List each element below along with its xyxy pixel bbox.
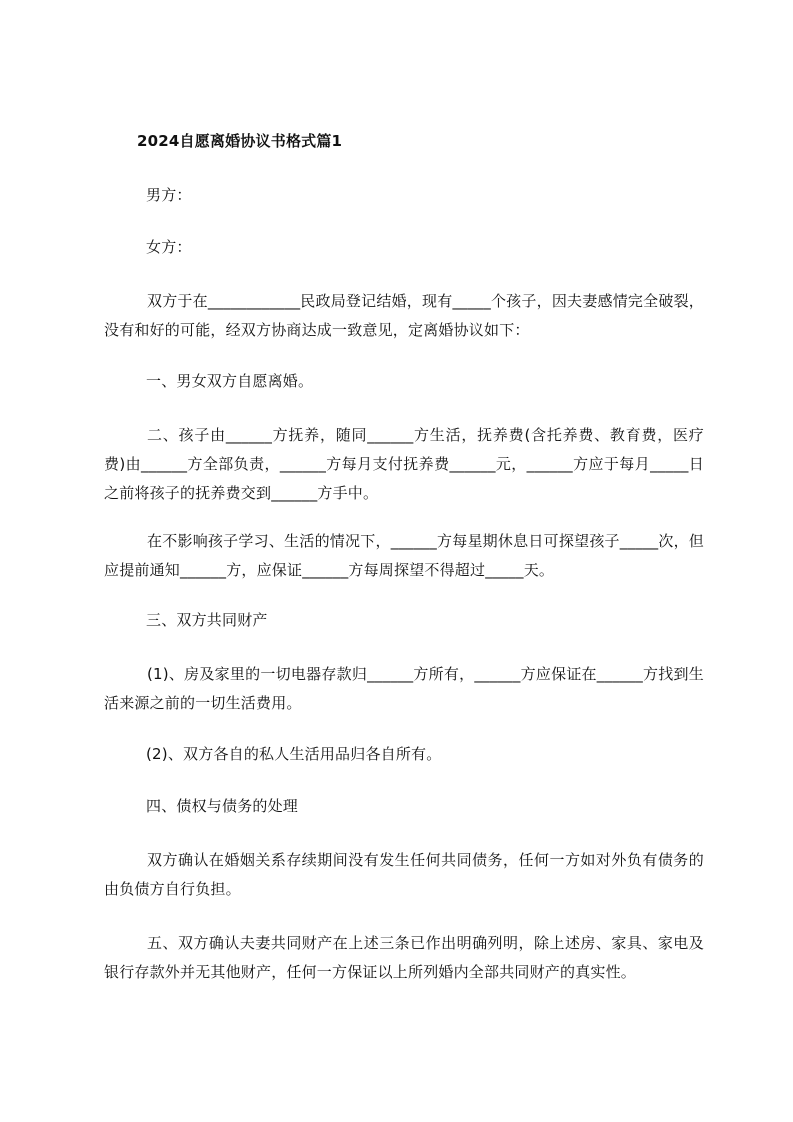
marriage-statement-paragraph: 双方于在____________民政局登记结婚，现有_____个孩子，因夫妻感情完全破裂，没有和好的可能，经双方协商达成一致意见，定离婚协议如下：	[104, 292, 704, 339]
clause-one: 一、男女双方自愿离婚。	[146, 372, 314, 390]
clause-five-paragraph: 五、双方确认夫妻共同财产在上述三条已作出明确列明，除上述房、家具、家电及银行存款外并无其他财产，任何一方保证以上所列婚内全部共同财产的真实性。	[104, 934, 704, 981]
clause-two-custody-paragraph: 二、孩子由______方抚养，随同______方生活，抚养费(含托养费、教育费，医疗费)由______方全部负责，______方每月支付抚养费______元，______方应于每月_____日之前将孩子的抚养费交到______方手中。	[104, 426, 704, 502]
visitation-paragraph: 在不影响孩子学习、生活的情况下，______方每星期休息日可探望孩子_____次，但应提前通知______方，应保证______方每周探望不得超过_____天。	[104, 532, 704, 579]
debt-paragraph: 双方确认在婚姻关系存续期间没有发生任何共同债务，任何一方如对外负有债务的由负债方自行负担。	[104, 851, 704, 898]
property-item-2: (2)、双方各自的私人生活用品归各自所有。	[146, 745, 442, 763]
clause-three-heading: 三、双方共同财产	[146, 611, 268, 629]
property-item-1-paragraph: (1)、房及家里的一切电器存款归______方所有，______方应保证在______方找到生活来源之前的一切生活费用。	[104, 665, 704, 712]
female-party-label: 女方：	[146, 238, 192, 256]
document-title: 2024自愿离婚协议书格式篇1	[137, 132, 343, 150]
clause-four-heading: 四、债权与债务的处理	[146, 797, 299, 815]
male-party-label: 男方：	[146, 186, 192, 204]
